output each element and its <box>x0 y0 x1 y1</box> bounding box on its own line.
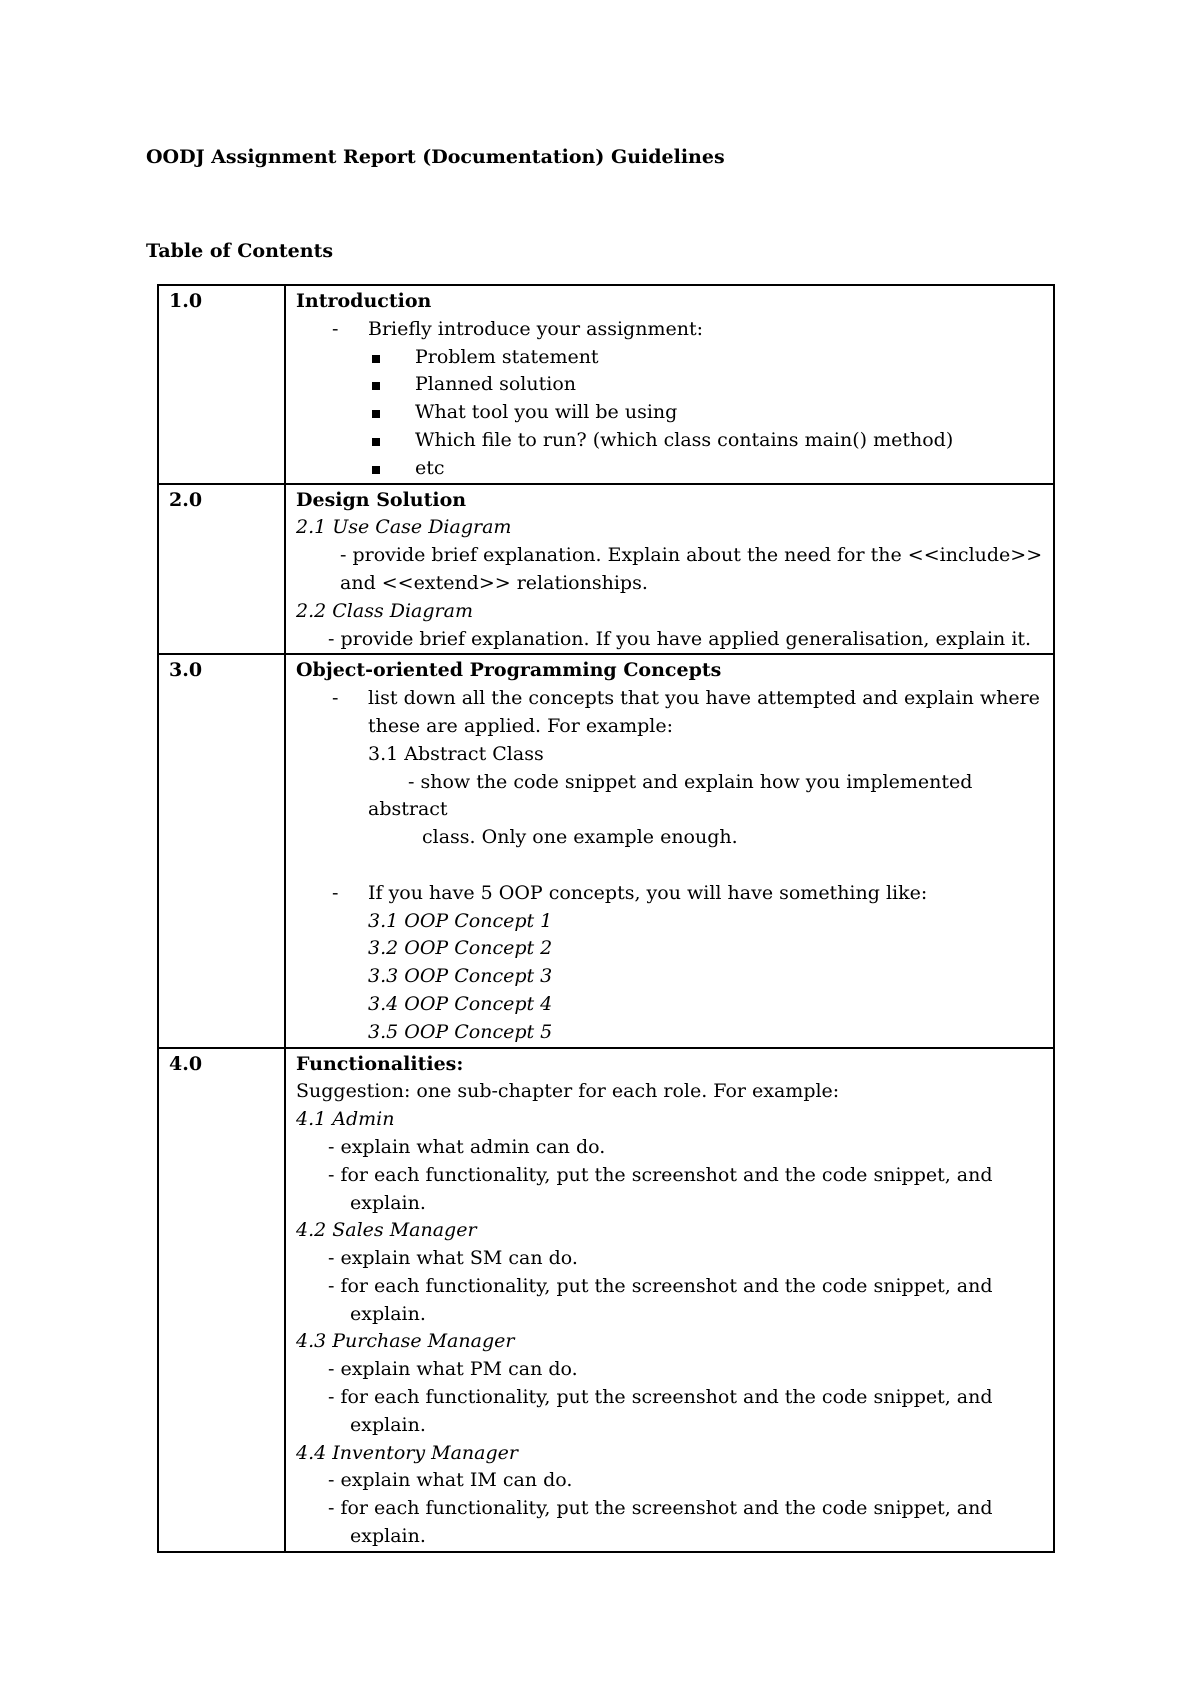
bullet-item <box>296 455 1045 483</box>
example-title: 3.1 Abstract Class <box>368 742 544 765</box>
body-line: - explain what IM can do. <box>328 1469 573 1492</box>
bullet-text: etc <box>415 456 445 479</box>
role-title: 4.2 Sales Manager <box>296 1219 477 1242</box>
blank-line <box>296 852 1045 880</box>
body-line: and <<extend>> relationships. <box>340 571 648 594</box>
body-line: - explain what SM can do. <box>328 1247 578 1270</box>
section-content <box>285 484 1054 655</box>
bullet-text: Problem statement <box>415 345 599 368</box>
square-bullet-icon <box>372 382 380 390</box>
square-bullet-icon <box>372 466 380 474</box>
body-line: - explain what admin can do. <box>328 1135 606 1158</box>
dash-item-text: list down all the concepts that you have attempted and explain where these are applied. For example: <box>368 687 1040 737</box>
concept-item: 3.1 OOP Concept 1 <box>368 909 553 932</box>
role-title: 4.4 Inventory Manager <box>296 1441 518 1464</box>
body-line: - for each functionality, put the screenshot and the code snippet, and explain. <box>328 1163 993 1214</box>
body-line: class. Only one example enough. <box>422 826 738 849</box>
section-number: 4.0 <box>158 1048 285 1552</box>
section-title: Introduction <box>296 290 432 312</box>
body-line: abstract <box>368 798 448 821</box>
toc-heading: Table of Contents <box>146 240 334 262</box>
dash-item-text: If you have 5 OOP concepts, you will have something like: <box>368 881 928 904</box>
toc-row-design-solution <box>158 484 1054 655</box>
section-number: 1.0 <box>158 285 285 484</box>
bullet-text: Planned solution <box>415 373 576 396</box>
body-line: - provide brief explanation. If you have applied generalisation, explain it. <box>328 627 1032 650</box>
body-line: - explain what PM can do. <box>328 1358 578 1381</box>
body-line: - for each functionality, put the screenshot and the code snippet, and explain. <box>328 1386 993 1436</box>
section-content <box>285 285 1054 484</box>
bullet-text: Which file to run? (which class contains main() method) <box>415 428 954 451</box>
dash-item-text: Briefly introduce your assignment: <box>368 317 703 340</box>
bullet-item <box>296 399 1045 427</box>
body-line: - for each functionality, put the screenshot and the code snippet, and explain. <box>328 1497 993 1548</box>
bullet-text: What tool you will be using <box>415 401 678 424</box>
section-number: 3.0 <box>158 654 285 1047</box>
role-title: 4.1 Admin <box>296 1108 395 1131</box>
suggestion-text: Suggestion: one sub-chapter for each role. For example: <box>296 1080 840 1103</box>
section-title: Functionalities: <box>296 1052 464 1075</box>
section-title: Object-oriented Programming Concepts <box>296 659 722 682</box>
square-bullet-icon <box>372 355 380 363</box>
dash-item: - Briefly introduce your assignment: <box>332 317 703 340</box>
concept-item: 3.4 OOP Concept 4 <box>368 992 553 1015</box>
square-bullet-icon <box>372 410 380 418</box>
concept-item: 3.3 OOP Concept 3 <box>368 965 553 988</box>
body-line: - show the code snippet and explain how you implemented <box>408 770 973 793</box>
section-content <box>285 1048 1054 1552</box>
body-line: - provide brief explanation. Explain about the need for the <<include>> <box>340 544 1043 567</box>
toc-row-introduction <box>158 285 1054 484</box>
bullet-item <box>296 344 1045 372</box>
role-title: 4.3 Purchase Manager <box>296 1330 515 1353</box>
dash-item: - If you have 5 OOP concepts, you will have something like: <box>332 881 928 904</box>
dash-item: - list down all the concepts that you have attempted and explain where these are applied. For example: <box>332 687 1040 737</box>
section-content <box>285 654 1054 1047</box>
section-title: Design Solution <box>296 488 467 511</box>
bullet-item <box>296 371 1045 399</box>
toc-table <box>157 284 1055 1553</box>
subsection-title: 2.2 Class Diagram <box>296 599 473 622</box>
toc-row-functionalities <box>158 1048 1054 1552</box>
section-number: 2.0 <box>158 484 285 655</box>
body-line: - for each functionality, put the screenshot and the code snippet, and explain. <box>328 1274 993 1325</box>
document-title: OODJ Assignment Report (Documentation) Guidelines <box>146 146 725 168</box>
toc-row-oop-concepts <box>158 654 1054 1047</box>
subsection-title: 2.1 Use Case Diagram <box>296 516 512 539</box>
concept-item: 3.2 OOP Concept 2 <box>368 937 553 960</box>
concept-item: 3.5 OOP Concept 5 <box>368 1020 553 1043</box>
bullet-item <box>296 427 1045 455</box>
square-bullet-icon <box>372 438 380 446</box>
